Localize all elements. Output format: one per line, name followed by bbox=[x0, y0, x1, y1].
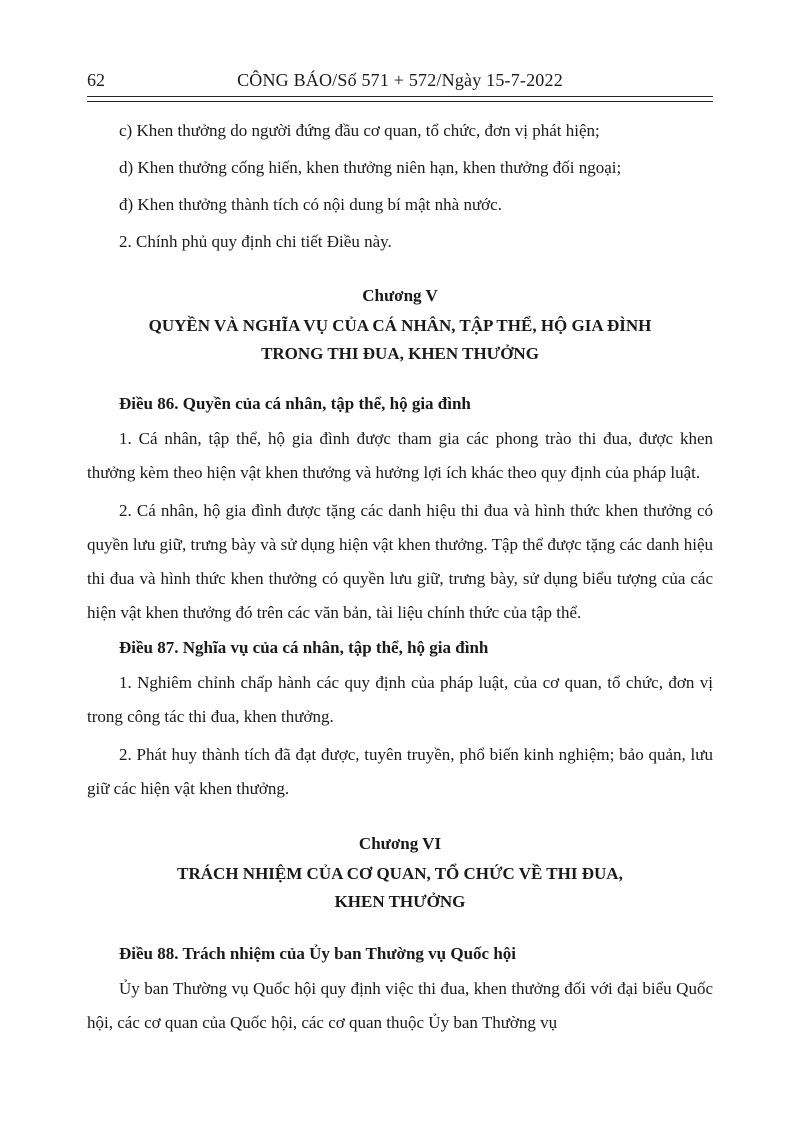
chapter-6-heading bbox=[87, 828, 713, 916]
article-87-clause-1: 1. Nghiêm chỉnh chấp hành các quy định của pháp luật, của cơ quan, tổ chức, đơn vị trong công tác thi đua, khen thưởng. bbox=[87, 673, 713, 726]
chapter-6-title-line-2: KHEN THƯỞNG bbox=[334, 892, 466, 911]
chapter-5-title-line-2: TRONG THI ĐUA, KHEN THƯỞNG bbox=[261, 344, 539, 363]
article-88-title: Điều 88. Trách nhiệm của Ủy ban Thường vụ Quốc hội bbox=[119, 944, 517, 963]
chapter-5-title-line-1: QUYỀN VÀ NGHĨA VỤ CỦA CÁ NHÂN, TẬP THỂ, HỘ GIA ĐÌNH bbox=[148, 316, 652, 335]
chapter-6-title-line-1: TRÁCH NHIỆM CỦA CƠ QUAN, TỔ CHỨC VỀ THI ĐUA, bbox=[177, 864, 623, 883]
chapter-5-heading bbox=[87, 280, 713, 368]
article-86-clause-1: 1. Cá nhân, tập thể, hộ gia đình được tham gia các phong trào thi đua, được khen thưởng kèm theo hiện vật khen thưởng và hưởng lợi ích khác theo quy định của pháp luật. bbox=[87, 429, 713, 482]
page-number: 62 bbox=[87, 70, 105, 90]
chapter-6-label: Chương VI bbox=[358, 834, 442, 853]
document-body bbox=[87, 112, 713, 1040]
article-88-text: Ủy ban Thường vụ Quốc hội quy định việc thi đua, khen thưởng đối với đại biểu Quốc hội, các cơ quan của Quốc hội, các cơ quan thuộc Ủy ban Thường vụ bbox=[87, 979, 713, 1032]
article-87-clause-2: 2. Phát huy thành tích đã đạt được, tuyên truyền, phổ biến kinh nghiệm; bảo quản, lưu giữ các hiện vật khen thưởng. bbox=[87, 745, 713, 798]
gazette-header-title: CÔNG BÁO/Số 571 + 572/Ngày 15-7-2022 bbox=[237, 70, 563, 90]
article-86-title: Điều 86. Quyền của cá nhân, tập thể, hộ gia đình bbox=[119, 394, 471, 413]
chapter-5-label: Chương V bbox=[362, 286, 438, 305]
list-item-d: d) Khen thưởng cống hiến, khen thưởng niên hạn, khen thưởng đối ngoại; bbox=[119, 158, 622, 177]
article-86-clause-2: 2. Cá nhân, hộ gia đình được tặng các danh hiệu thi đua và hình thức khen thưởng có quyền lưu giữ, trưng bày và sử dụng hiện vật khen thưởng. Tập thể được tặng các danh hiệu thi đua và hình thức khen thưởng có quyền lưu giữ, trưng bày, sử dụng biểu tượng của các hiện vật khen thưởng đó trên các văn bản, tài liệu chính thức của tập thể. bbox=[87, 501, 713, 622]
list-item-dd: đ) Khen thưởng thành tích có nội dung bí mật nhà nước. bbox=[119, 195, 502, 214]
page-header bbox=[87, 66, 713, 96]
article-87-title: Điều 87. Nghĩa vụ của cá nhân, tập thể, hộ gia đình bbox=[119, 638, 489, 657]
list-item-c: c) Khen thưởng do người đứng đầu cơ quan, tổ chức, đơn vị phát hiện; bbox=[119, 121, 600, 140]
clause-2: 2. Chính phủ quy định chi tiết Điều này. bbox=[119, 232, 392, 251]
header-double-rule bbox=[87, 96, 713, 102]
